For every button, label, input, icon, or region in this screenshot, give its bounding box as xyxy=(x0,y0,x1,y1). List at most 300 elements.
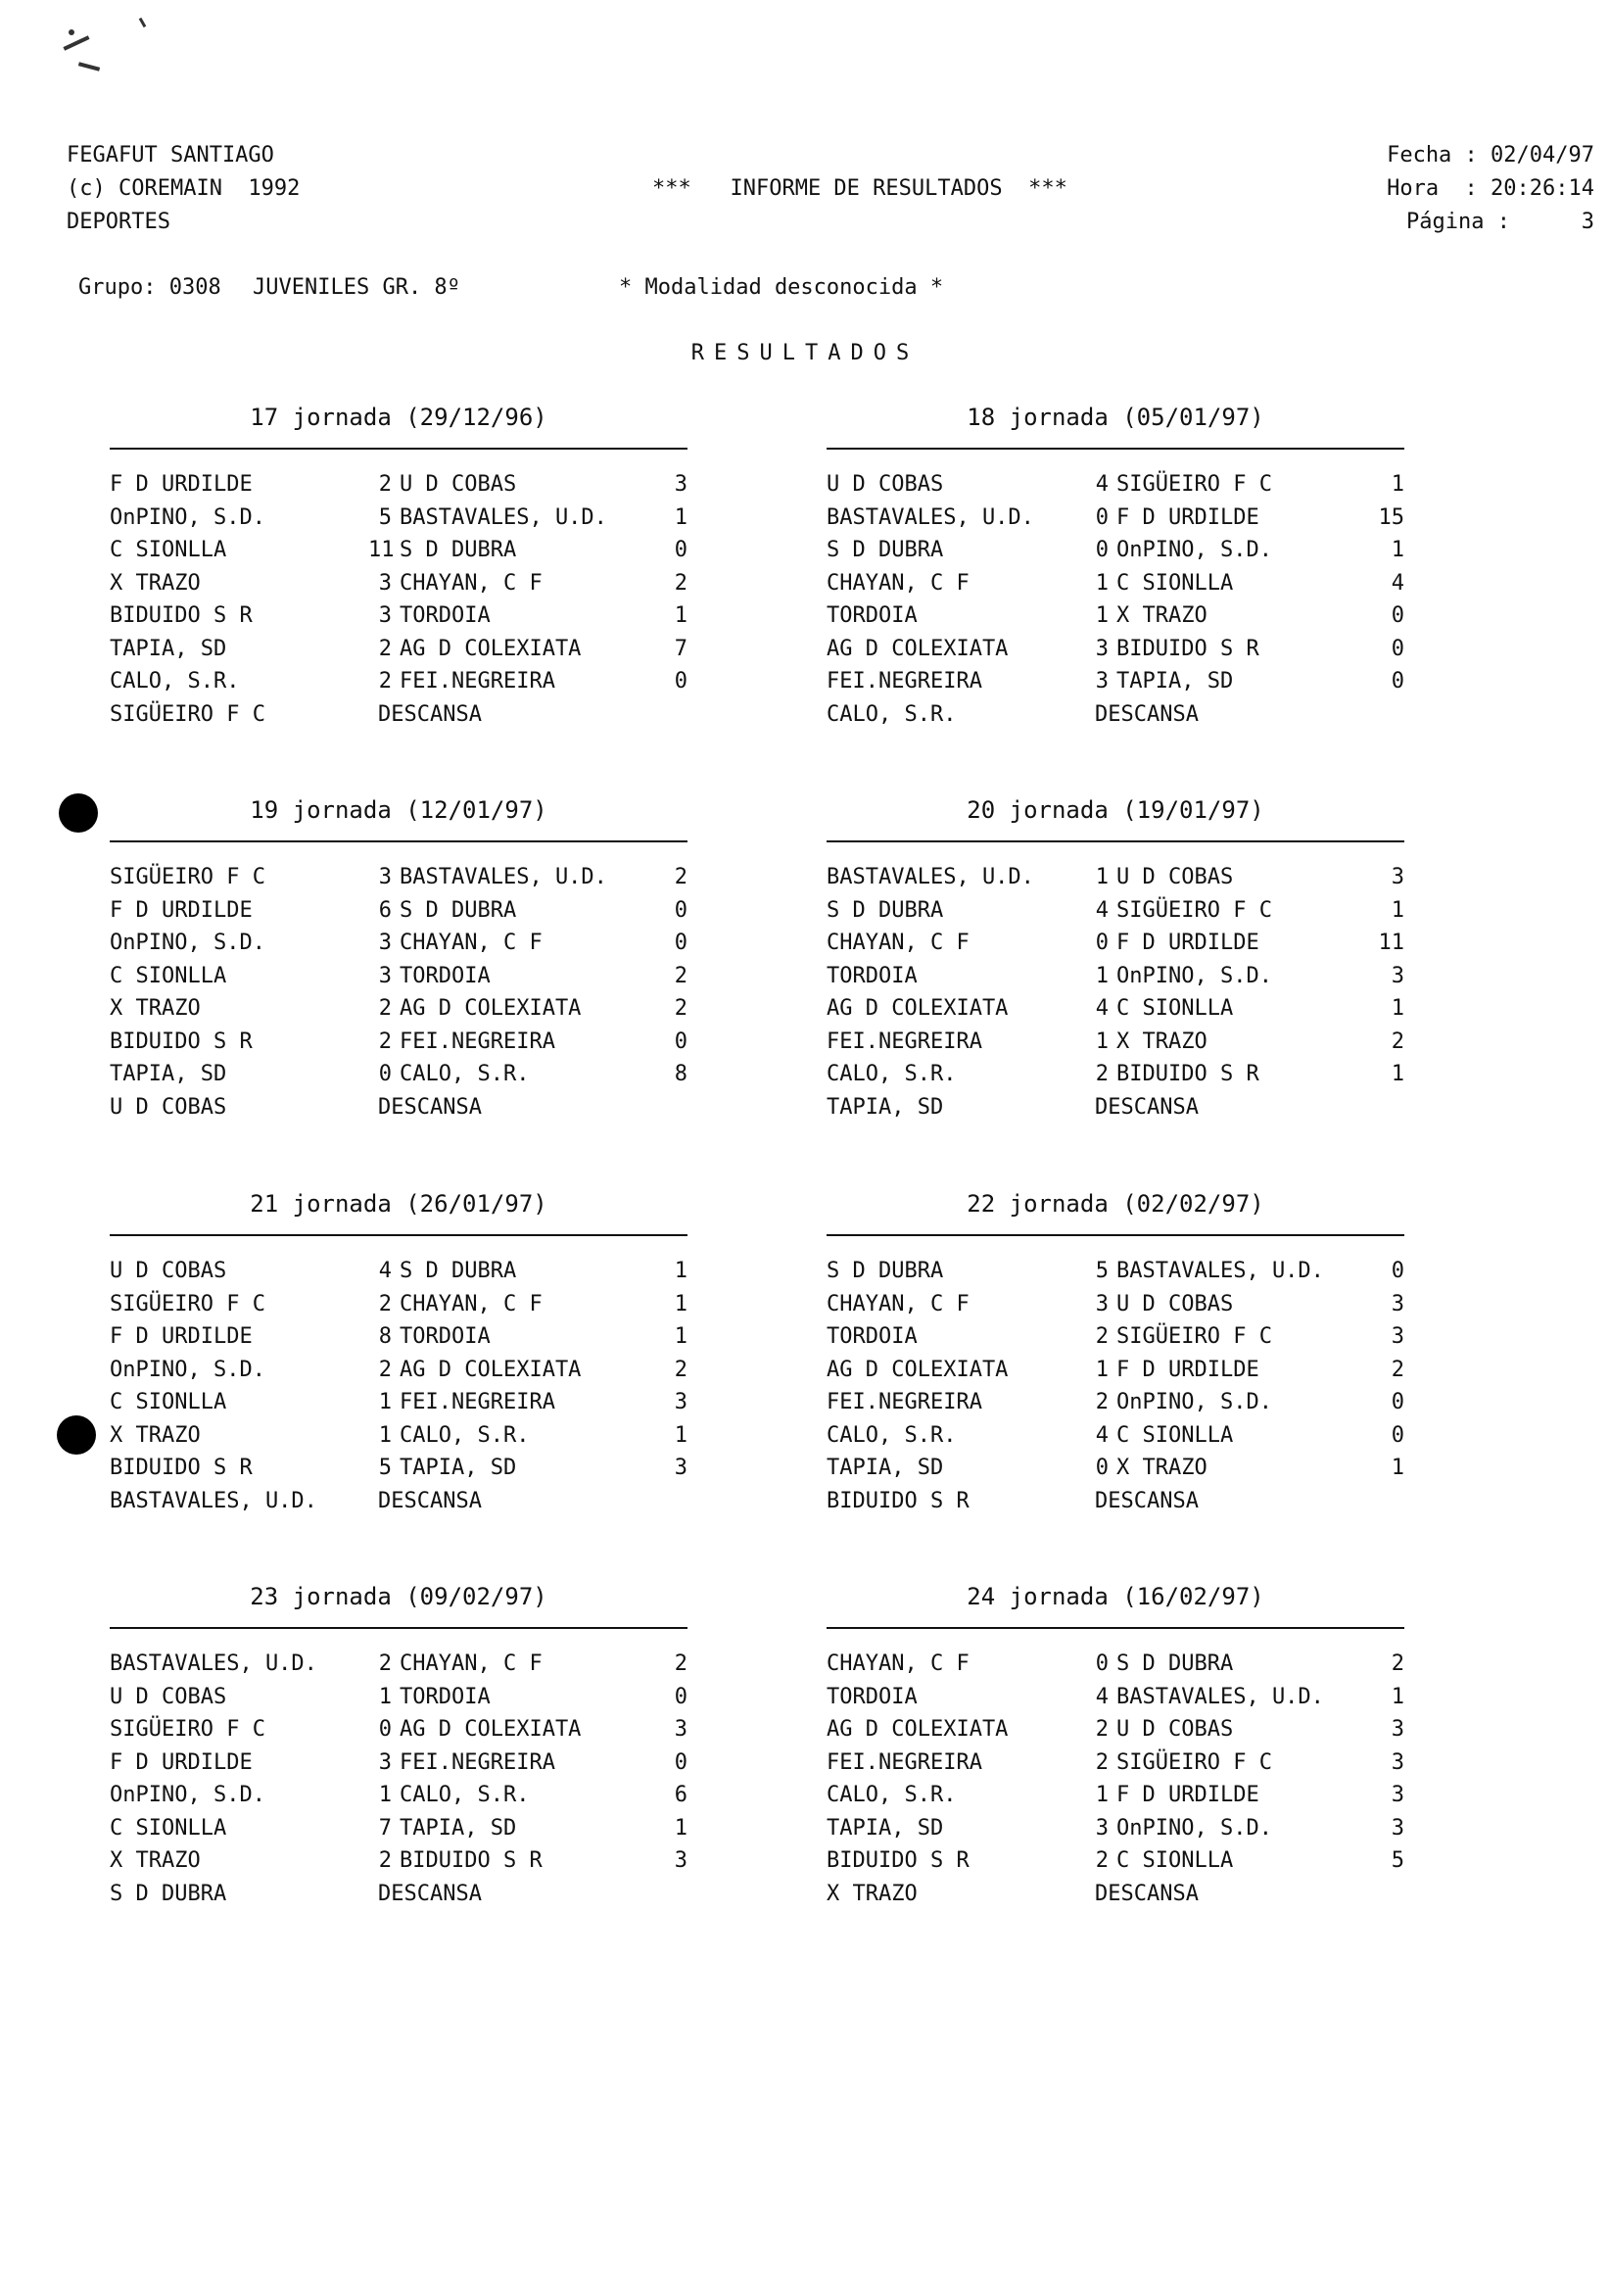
jornada-block xyxy=(110,798,687,1122)
away-team: TORDOIA xyxy=(400,1684,491,1709)
home-score: 3 xyxy=(378,963,392,988)
rest-team: S D DUBRA xyxy=(110,1881,227,1906)
away-team: X TRAZO xyxy=(1116,603,1208,628)
scan-mark xyxy=(139,18,147,27)
match-row xyxy=(827,963,1404,995)
away-team: S D DUBRA xyxy=(400,538,517,562)
home-score: 0 xyxy=(378,1717,392,1742)
away-team: CALO, S.R. xyxy=(400,1422,530,1448)
home-score: 1 xyxy=(378,1783,392,1807)
jornada-block xyxy=(827,798,1404,1122)
away-score: 0 xyxy=(674,1684,687,1709)
away-team: FEI.NEGREIRA xyxy=(400,1749,555,1775)
match-row xyxy=(110,540,687,569)
away-team: SIGÜEIRO F C xyxy=(1116,1749,1272,1775)
rest-team: TAPIA, SD xyxy=(827,1094,944,1120)
home-team: FEI.NEGREIRA xyxy=(827,1390,982,1414)
home-team: TORDOIA xyxy=(827,1324,918,1349)
away-score: 2 xyxy=(1391,1028,1404,1054)
home-score: 5 xyxy=(1095,1259,1109,1283)
home-score: 1 xyxy=(1095,865,1109,889)
jornada-divider xyxy=(827,840,1404,842)
away-score: 3 xyxy=(1391,1291,1404,1316)
group-code: Grupo: 0308 xyxy=(78,275,221,300)
home-team: BIDUIDO S R xyxy=(110,1028,253,1054)
home-score: 1 xyxy=(1095,1357,1109,1382)
home-team: FEI.NEGREIRA xyxy=(827,669,982,694)
away-score: 1 xyxy=(1391,538,1404,562)
match-row xyxy=(827,1392,1404,1421)
home-team: CALO, S.R. xyxy=(827,1422,957,1448)
jornada-block xyxy=(827,1585,1404,1908)
away-score: 5 xyxy=(1391,1848,1404,1873)
away-team: U D COBAS xyxy=(1116,865,1234,889)
home-team: TAPIA, SD xyxy=(827,1815,944,1841)
home-team: CALO, S.R. xyxy=(827,1062,957,1086)
home-team: OnPINO, S.D. xyxy=(110,931,265,955)
home-score: 4 xyxy=(1095,472,1109,497)
home-team: F D URDILDE xyxy=(110,1749,253,1775)
home-team: BIDUIDO S R xyxy=(110,603,253,628)
match-row xyxy=(827,1850,1404,1880)
home-score: 3 xyxy=(378,931,392,955)
jornada-divider xyxy=(110,1234,687,1236)
home-team: AG D COLEXIATA xyxy=(827,1717,1009,1742)
home-score: 2 xyxy=(378,1291,392,1316)
match-row xyxy=(110,1785,687,1814)
home-score: 2 xyxy=(1095,1390,1109,1414)
match-row xyxy=(827,636,1404,668)
rest-team: CALO, S.R. xyxy=(827,701,957,727)
home-score: 1 xyxy=(1095,1028,1109,1054)
match-row xyxy=(827,671,1404,700)
away-team: S D DUBRA xyxy=(400,1259,517,1283)
away-score: 0 xyxy=(1391,1390,1404,1414)
away-team: AG D COLEXIATA xyxy=(400,1717,582,1742)
home-team: TORDOIA xyxy=(827,1684,918,1709)
home-team: TAPIA, SD xyxy=(827,1456,944,1480)
home-team: X TRAZO xyxy=(110,996,201,1021)
home-score: 0 xyxy=(1095,1456,1109,1480)
home-score: 2 xyxy=(378,1357,392,1382)
away-team: BASTAVALES, U.D. xyxy=(1116,1684,1324,1709)
section-title: RESULTADOS xyxy=(690,341,920,365)
rest-row xyxy=(110,1094,687,1126)
match-row xyxy=(110,1261,687,1290)
jornada-block xyxy=(827,1192,1404,1515)
home-team: C SIONLLA xyxy=(110,1390,227,1414)
match-row xyxy=(110,671,687,700)
rest-row xyxy=(827,701,1404,734)
home-team: OnPINO, S.D. xyxy=(110,1783,265,1807)
away-team: AG D COLEXIATA xyxy=(400,996,582,1021)
away-team: SIGÜEIRO F C xyxy=(1116,472,1272,497)
rest-row xyxy=(110,701,687,734)
match-row xyxy=(110,897,687,930)
jornada-title: 19 jornada (12/01/97) xyxy=(250,796,547,824)
rest-label: DESCANSA xyxy=(378,1488,482,1513)
match-row xyxy=(110,1850,687,1880)
match-row xyxy=(110,1719,687,1748)
rest-row xyxy=(827,1881,1404,1913)
home-team: F D URDILDE xyxy=(110,1324,253,1349)
away-team: C SIONLLA xyxy=(1116,1422,1234,1448)
match-row xyxy=(110,998,687,1028)
home-score: 3 xyxy=(378,603,392,628)
match-row xyxy=(827,570,1404,602)
away-score: 3 xyxy=(1391,865,1404,889)
report-title: *** INFORME DE RESULTADOS *** xyxy=(652,176,1067,201)
home-team: U D COBAS xyxy=(827,472,944,497)
away-score: 0 xyxy=(1391,669,1404,694)
home-score: 4 xyxy=(1095,897,1109,923)
home-team: BASTAVALES, U.D. xyxy=(827,504,1034,530)
away-score: 1 xyxy=(674,1815,687,1841)
jornada-divider xyxy=(110,448,687,450)
rest-team: SIGÜEIRO F C xyxy=(110,701,265,727)
home-score: 2 xyxy=(378,472,392,497)
home-score: 4 xyxy=(1095,1684,1109,1709)
away-score: 7 xyxy=(674,636,687,661)
jornada-title: 24 jornada (16/02/97) xyxy=(967,1583,1264,1610)
jornada-title: 23 jornada (09/02/97) xyxy=(250,1583,547,1610)
home-team: AG D COLEXIATA xyxy=(827,996,1009,1021)
home-team: F D URDILDE xyxy=(110,472,253,497)
home-team: CHAYAN, C F xyxy=(827,570,970,596)
away-score: 3 xyxy=(1391,1749,1404,1775)
home-team: TAPIA, SD xyxy=(110,636,227,661)
away-score: 1 xyxy=(674,1324,687,1349)
home-score: 2 xyxy=(378,636,392,661)
away-score: 0 xyxy=(1391,636,1404,661)
home-score: 11 xyxy=(368,538,395,562)
home-score: 0 xyxy=(378,1062,392,1086)
home-score: 1 xyxy=(378,1390,392,1414)
match-row xyxy=(110,570,687,602)
home-score: 5 xyxy=(378,1456,392,1480)
away-score: 1 xyxy=(1391,996,1404,1021)
away-score: 4 xyxy=(1391,570,1404,596)
home-score: 4 xyxy=(1095,1422,1109,1448)
match-row xyxy=(110,605,687,635)
away-team: AG D COLEXIATA xyxy=(400,636,582,661)
home-team: CALO, S.R. xyxy=(827,1783,957,1807)
match-row xyxy=(827,1653,1404,1683)
home-score: 3 xyxy=(1095,1291,1109,1316)
away-team: OnPINO, S.D. xyxy=(1116,963,1272,988)
away-team: CHAYAN, C F xyxy=(400,570,543,596)
away-team: FEI.NEGREIRA xyxy=(400,1390,555,1414)
away-team: BASTAVALES, U.D. xyxy=(400,865,607,889)
away-score: 3 xyxy=(1391,1717,1404,1742)
home-team: FEI.NEGREIRA xyxy=(827,1028,982,1054)
home-team: X TRAZO xyxy=(110,570,201,596)
match-row xyxy=(827,605,1404,635)
jornada-block xyxy=(110,1585,687,1908)
away-score: 3 xyxy=(1391,1324,1404,1349)
away-team: BASTAVALES, U.D. xyxy=(1116,1259,1324,1283)
home-score: 0 xyxy=(1095,931,1109,955)
home-score: 1 xyxy=(1095,1783,1109,1807)
home-score: 5 xyxy=(378,504,392,530)
away-team: CHAYAN, C F xyxy=(400,1651,543,1676)
away-team: TAPIA, SD xyxy=(400,1456,517,1480)
modality: * Modalidad desconocida * xyxy=(619,275,944,300)
away-score: 1 xyxy=(674,1422,687,1448)
away-score: 3 xyxy=(674,1717,687,1742)
away-team: F D URDILDE xyxy=(1116,931,1259,955)
home-team: BIDUIDO S R xyxy=(110,1456,253,1480)
home-team: OnPINO, S.D. xyxy=(110,504,265,530)
report-time: Hora : 20:26:14 xyxy=(1387,176,1594,201)
home-score: 8 xyxy=(378,1324,392,1349)
home-team: FEI.NEGREIRA xyxy=(827,1749,982,1775)
home-score: 2 xyxy=(378,1651,392,1676)
rest-row xyxy=(827,1094,1404,1126)
home-score: 2 xyxy=(1095,1848,1109,1873)
home-team: S D DUBRA xyxy=(827,538,944,562)
match-row xyxy=(827,998,1404,1028)
home-score: 1 xyxy=(1095,963,1109,988)
rest-row xyxy=(827,1488,1404,1520)
away-score: 1 xyxy=(1391,1456,1404,1480)
home-score: 1 xyxy=(378,1684,392,1709)
home-score: 3 xyxy=(378,865,392,889)
home-team: U D COBAS xyxy=(110,1684,227,1709)
away-team: S D DUBRA xyxy=(1116,1651,1234,1676)
home-score: 2 xyxy=(1095,1749,1109,1775)
away-team: S D DUBRA xyxy=(400,897,517,923)
away-score: 8 xyxy=(674,1062,687,1086)
jornada-divider xyxy=(827,448,1404,450)
jornada-block xyxy=(827,406,1404,729)
match-row xyxy=(110,1326,687,1356)
away-team: TORDOIA xyxy=(400,963,491,988)
away-team: CALO, S.R. xyxy=(400,1062,530,1086)
away-team: FEI.NEGREIRA xyxy=(400,1028,555,1054)
home-score: 4 xyxy=(1095,996,1109,1021)
away-score: 1 xyxy=(1391,897,1404,923)
away-team: CALO, S.R. xyxy=(400,1783,530,1807)
org-name: FEGAFUT SANTIAGO xyxy=(67,143,274,167)
away-team: TORDOIA xyxy=(400,603,491,628)
scan-mark xyxy=(63,35,89,50)
match-row xyxy=(110,1684,687,1716)
away-score: 0 xyxy=(674,1028,687,1054)
away-score: 2 xyxy=(674,1357,687,1382)
match-row xyxy=(827,1261,1404,1290)
scan-mark xyxy=(78,62,100,72)
away-score: 2 xyxy=(674,865,687,889)
away-score: 3 xyxy=(674,472,687,497)
match-row xyxy=(827,1684,1404,1716)
away-team: X TRAZO xyxy=(1116,1456,1208,1480)
rest-team: BIDUIDO S R xyxy=(827,1488,970,1513)
match-row xyxy=(827,1458,1404,1487)
scan-mark xyxy=(69,29,74,35)
away-score: 2 xyxy=(1391,1651,1404,1676)
away-team: SIGÜEIRO F C xyxy=(1116,897,1272,923)
home-team: C SIONLLA xyxy=(110,538,227,562)
match-row xyxy=(110,1392,687,1421)
away-team: BIDUIDO S R xyxy=(1116,1062,1259,1086)
away-score: 3 xyxy=(674,1390,687,1414)
match-row xyxy=(110,1749,687,1782)
away-team: F D URDILDE xyxy=(1116,504,1259,530)
match-row xyxy=(110,504,687,537)
home-team: CHAYAN, C F xyxy=(827,1651,970,1676)
away-team: TAPIA, SD xyxy=(400,1815,517,1841)
away-team: BIDUIDO S R xyxy=(400,1848,543,1873)
match-row xyxy=(827,540,1404,569)
jornada-block xyxy=(110,1192,687,1515)
home-team: U D COBAS xyxy=(110,1259,227,1283)
away-score: 0 xyxy=(1391,1259,1404,1283)
jornada-block xyxy=(110,406,687,729)
home-team: C SIONLLA xyxy=(110,963,227,988)
home-score: 2 xyxy=(378,1028,392,1054)
away-score: 3 xyxy=(674,1848,687,1873)
away-score: 2 xyxy=(674,1651,687,1676)
match-row xyxy=(110,1458,687,1487)
page-label: Página : xyxy=(1406,210,1510,234)
away-score: 1 xyxy=(674,1291,687,1316)
match-row xyxy=(827,1815,1404,1847)
away-score: 0 xyxy=(1391,1422,1404,1448)
away-team: X TRAZO xyxy=(1116,1028,1208,1054)
home-team: BIDUIDO S R xyxy=(827,1848,970,1873)
match-row xyxy=(827,504,1404,537)
away-team: CHAYAN, C F xyxy=(400,931,543,955)
away-team: U D COBAS xyxy=(1116,1717,1234,1742)
home-team: CHAYAN, C F xyxy=(827,931,970,955)
home-score: 2 xyxy=(1095,1324,1109,1349)
away-score: 0 xyxy=(674,538,687,562)
rest-team: X TRAZO xyxy=(827,1881,918,1906)
away-score: 1 xyxy=(1391,1062,1404,1086)
away-team: TAPIA, SD xyxy=(1116,669,1234,694)
away-score: 1 xyxy=(674,1259,687,1283)
match-row xyxy=(110,963,687,995)
away-score: 3 xyxy=(1391,1783,1404,1807)
away-score: 2 xyxy=(674,570,687,596)
away-team: SIGÜEIRO F C xyxy=(1116,1324,1272,1349)
report-date: Fecha : 02/04/97 xyxy=(1387,143,1594,167)
home-score: 3 xyxy=(1095,636,1109,661)
home-team: CALO, S.R. xyxy=(110,669,240,694)
match-row xyxy=(827,1357,1404,1389)
away-score: 1 xyxy=(674,504,687,530)
home-team: S D DUBRA xyxy=(827,897,944,923)
match-row xyxy=(827,867,1404,896)
away-score: 3 xyxy=(1391,1815,1404,1841)
away-team: CHAYAN, C F xyxy=(400,1291,543,1316)
match-row xyxy=(827,1719,1404,1748)
home-team: C SIONLLA xyxy=(110,1815,227,1841)
away-score: 0 xyxy=(674,1749,687,1775)
home-team: SIGÜEIRO F C xyxy=(110,1291,265,1316)
away-team: C SIONLLA xyxy=(1116,996,1234,1021)
match-row xyxy=(827,1064,1404,1093)
page-number: 3 xyxy=(1581,210,1594,234)
match-row xyxy=(110,1422,687,1455)
home-score: 0 xyxy=(1095,1651,1109,1676)
home-team: S D DUBRA xyxy=(827,1259,944,1283)
home-score: 2 xyxy=(378,669,392,694)
away-score: 1 xyxy=(1391,472,1404,497)
home-team: TAPIA, SD xyxy=(110,1062,227,1086)
match-row xyxy=(110,1815,687,1847)
home-score: 1 xyxy=(1095,603,1109,628)
away-team: OnPINO, S.D. xyxy=(1116,538,1272,562)
rest-label: DESCANSA xyxy=(1095,1094,1199,1120)
away-score: 15 xyxy=(1378,504,1404,530)
home-score: 3 xyxy=(378,570,392,596)
away-team: BASTAVALES, U.D. xyxy=(400,504,607,530)
jornada-divider xyxy=(110,1627,687,1629)
rest-row xyxy=(110,1881,687,1913)
match-row xyxy=(110,636,687,668)
match-row xyxy=(827,1749,1404,1782)
away-score: 6 xyxy=(674,1783,687,1807)
punch-hole xyxy=(57,1415,96,1455)
rest-label: DESCANSA xyxy=(1095,1881,1199,1906)
away-team: FEI.NEGREIRA xyxy=(400,669,555,694)
away-team: AG D COLEXIATA xyxy=(400,1357,582,1382)
match-row xyxy=(110,1653,687,1683)
home-score: 2 xyxy=(378,1848,392,1873)
away-team: OnPINO, S.D. xyxy=(1116,1815,1272,1841)
home-team: AG D COLEXIATA xyxy=(827,636,1009,661)
away-team: C SIONLLA xyxy=(1116,1848,1234,1873)
home-score: 0 xyxy=(1095,504,1109,530)
away-team: F D URDILDE xyxy=(1116,1357,1259,1382)
rest-label: DESCANSA xyxy=(1095,1488,1199,1513)
match-row xyxy=(827,1291,1404,1323)
jornada-title: 20 jornada (19/01/97) xyxy=(967,796,1264,824)
home-team: X TRAZO xyxy=(110,1422,201,1448)
away-score: 2 xyxy=(674,963,687,988)
home-score: 2 xyxy=(1095,1717,1109,1742)
department: DEPORTES xyxy=(67,210,170,234)
jornada-title: 18 jornada (05/01/97) xyxy=(967,404,1264,431)
home-team: CHAYAN, C F xyxy=(827,1291,970,1316)
home-team: OnPINO, S.D. xyxy=(110,1357,265,1382)
home-score: 3 xyxy=(1095,1815,1109,1841)
home-team: BASTAVALES, U.D. xyxy=(110,1651,317,1676)
away-team: U D COBAS xyxy=(1116,1291,1234,1316)
jornada-divider xyxy=(827,1234,1404,1236)
match-row xyxy=(110,1064,687,1093)
away-team: C SIONLLA xyxy=(1116,570,1234,596)
home-score: 3 xyxy=(1095,669,1109,694)
away-team: BIDUIDO S R xyxy=(1116,636,1259,661)
away-team: OnPINO, S.D. xyxy=(1116,1390,1272,1414)
jornada-title: 22 jornada (02/02/97) xyxy=(967,1190,1264,1218)
rest-label: DESCANSA xyxy=(378,1094,482,1120)
match-row xyxy=(827,474,1404,503)
match-row xyxy=(827,1028,1404,1061)
home-score: 2 xyxy=(378,996,392,1021)
jornada-title: 21 jornada (26/01/97) xyxy=(250,1190,547,1218)
home-score: 6 xyxy=(378,897,392,923)
away-score: 3 xyxy=(1391,963,1404,988)
match-row xyxy=(110,933,687,962)
rest-team: BASTAVALES, U.D. xyxy=(110,1488,317,1513)
home-score: 0 xyxy=(1095,538,1109,562)
match-row xyxy=(110,867,687,896)
home-team: X TRAZO xyxy=(110,1848,201,1873)
